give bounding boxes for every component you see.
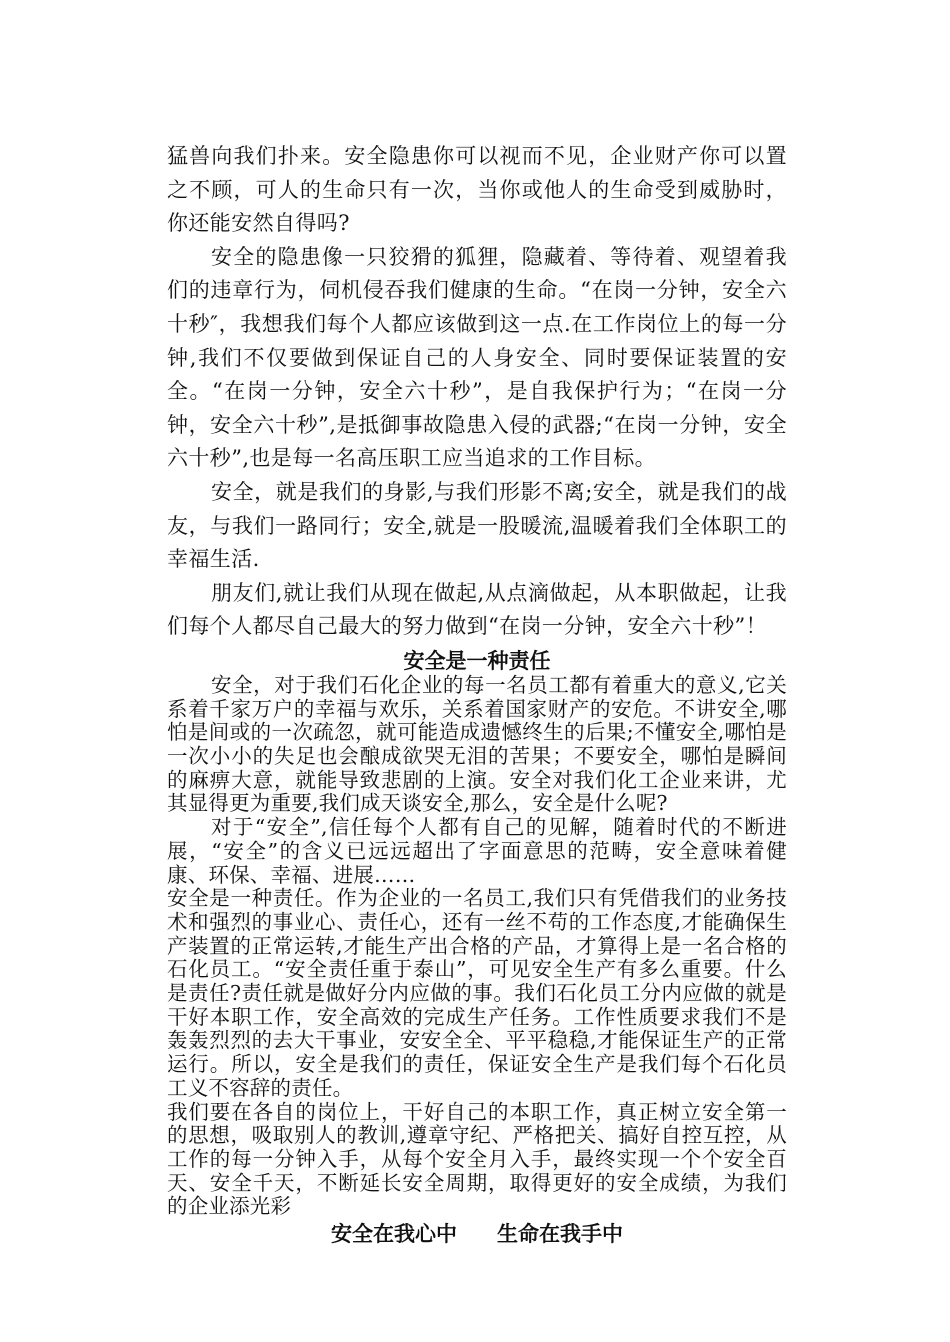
section-safety-sixty-seconds <box>167 140 787 644</box>
paragraph-importance: 安全，对于我们石化企业的每一名员工都有着重大的意义,它关系着千家万户的幸福与欢乐，关系着国家财产的安危。不讲安全,哪怕是间或的一次疏忽，就可能造成遗憾终生的后果;不懂安全,哪怕是一次小小的失足也会酿成欲哭无泪的苦果；不要安全，哪怕是瞬间的麻痹大意，就能导致悲剧的上演。安全对我们化工企业来讲，尤其显得更为重要,我们成天谈安全,那么，安全是什么呢? <box>167 672 787 816</box>
paragraph-responsibility: 安全是一种责任。作为企业的一名员工,我们只有凭借我们的业务技术和强烈的事业心、责任心，还有一丝不苟的工作态度,才能确保生产装置的正常运转,才能生产出合格的产品，才算得上是一名合格的石化员工。“安全责任重于泰山”，可见安全生产有多么重要。什么是责任?责任就是做好分内应做的事。我们石化员工分内应做的就是干好本职工作，安全高效的完成生产任务。工作性质要求我们不是轰轰烈烈的去大干事业，安安全全、平平稳稳,才能保证生产的正常运行。所以，安全是我们的责任，保证安全生产是我们每个石化员工义不容辞的责任。 <box>167 886 787 1100</box>
heading-left-part: 安全在我心中 <box>331 1221 457 1247</box>
paragraph-hidden-danger: 安全的隐患像一只狡猾的狐狸，隐藏着、等待着、观望着我们的违章行为，伺机侵吞我们健康的生命。“在岗一分钟，安全六十秒″，我想我们每个人都应该做到这一点.在工作岗位上的每一分钟,我们不仅要做到保证自己的人身安全、同时要保证装置的安全。“在岗一分钟，安全六十秒”，是自我保护行为；“在岗一分钟，安全六十秒”,是抵御事故隐患入侵的武器;“在岗一分钟，安全六十秒”,也是每一名高压职工应当追求的工作目标。 <box>167 244 787 471</box>
heading-safety-is-responsibility: 安全是一种责任 <box>403 647 551 673</box>
paragraph-safety-companion: 安全，就是我们的身影,与我们形影不离;安全，就是我们的战友，与我们一路同行；安全,就是一股暖流,温暖着我们全体职工的幸福生活. <box>167 479 787 572</box>
document-page <box>167 140 787 1247</box>
section-safety-responsibility <box>167 674 787 1219</box>
paragraph-call-to-action: 朋友们,就让我们从现在做起,从点滴做起，从本职做起，让我们每个人都尽自己最大的努力做到“在岗一分钟，安全六十秒”！ <box>167 580 787 639</box>
heading-right-part: 生命在我手中 <box>497 1221 623 1247</box>
paragraph-call-to-action-2: 我们要在各自的岗位上，干好自己的本职工作，真正树立安全第一的思想，吸取别人的教训,遵章守纪、严格把关、搞好自控互控，从工作的每一分钟入手，从每个安全月入手，最终实现一个个安全百天、安全千天，不断延长安全周期，取得更好的安全成绩，为我们的企业添光彩 <box>167 1099 787 1219</box>
heading-safety-in-heart <box>167 1221 787 1247</box>
paragraph-meaning: 对于“安全”,信任每个人都有自己的见解，随着时代的不断进展，“安全”的含义已远远超出了字面意思的范畴，安全意味着健康、环保、幸福、进展…… <box>167 815 787 887</box>
paragraph-continued: 猛兽向我们扑来。安全隐患你可以视而不见，企业财产你可以置之不顾，可人的生命只有一次，当你或他人的生命受到威胁时，你还能安然自得吗? <box>167 144 787 236</box>
